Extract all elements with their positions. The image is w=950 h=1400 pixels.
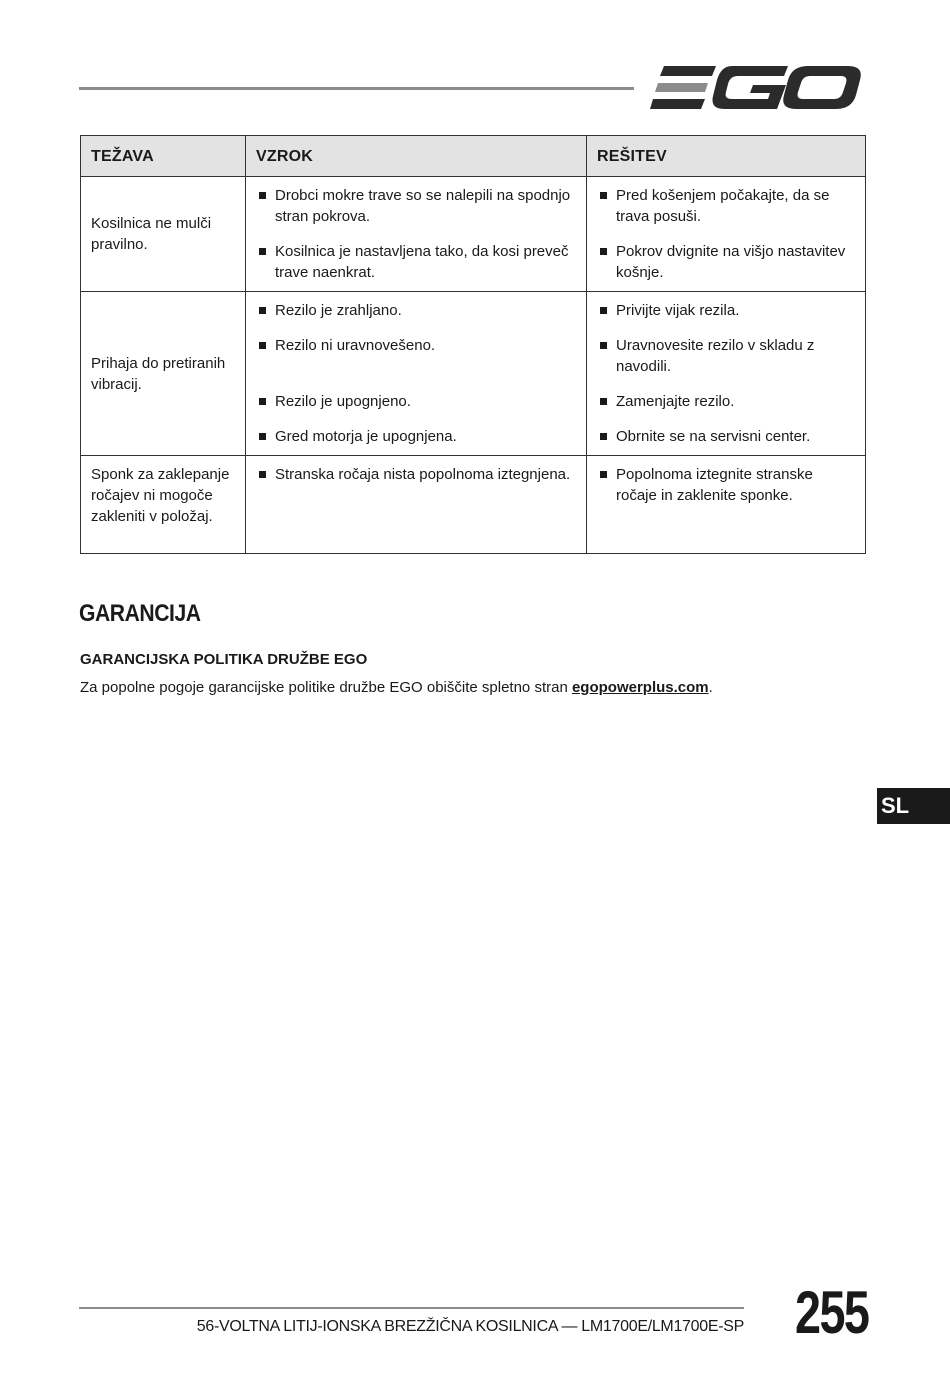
table-row [81,177,866,292]
table-header-row [81,136,866,177]
solution-item: Privijte vijak rezila. [599,300,855,321]
solution-list [587,456,865,514]
solution-list [587,292,865,455]
warranty-text-end: . [708,679,713,696]
footer-rule [79,1307,744,1309]
troubleshooting-table [80,135,866,554]
cause-cell [246,292,587,456]
warranty-text: Za popolne pogoje garancijske politike družbe EGO obiščite spletno stran [80,679,572,696]
warranty-paragraph [80,679,713,696]
footer-title: 56-VOLTNA LITIJ-IONSKA BREZŽIČNA KOSILNICA — LM1700E/LM1700E-SP [196,1318,744,1335]
solution-list [587,177,865,291]
cause-cell [246,177,587,292]
cause-item: Gred motorja je upognjena. [258,426,576,447]
cause-item: Drobci mokre trave so se nalepili na spodnjo stran pokrova. [258,185,576,227]
cause-item: Rezilo je zrahljano. [258,300,576,321]
cause-list [246,177,586,291]
page-number: 255 [795,1279,869,1346]
warranty-link[interactable]: egopowerplus.com [571,679,709,696]
cause-item: Stranska ročaja nista popolnoma iztegnjena. [258,464,576,485]
cause-item: Rezilo je upognjeno. [258,391,576,412]
problem-cell: Kosilnica ne mulči pravilno. [81,177,246,292]
problem-cell: Prihaja do pretiranih vibracij. [81,292,246,456]
solution-item: Popolnoma iztegnite stranske ročaje in zaklenite sponke. [599,464,855,506]
cause-item: Rezilo ni uravnovešeno. [258,335,576,356]
cause-cell [246,456,587,554]
solution-item: Uravnovesite rezilo v skladu z navodili. [599,335,855,377]
ego-logo [650,62,864,114]
column-header-solution: REŠITEV [587,136,866,177]
column-header-problem: TEŽAVA [81,136,246,177]
solution-cell [587,456,866,554]
cause-list [246,456,586,493]
problem-cell: Sponk za zaklepanje ročajev ni mogoče zakleniti v položaj. [81,456,246,554]
warranty-heading: GARANCIJA [79,600,201,627]
table-row [81,456,866,554]
cause-item: Kosilnica je nastavljena tako, da kosi preveč trave naenkrat. [258,241,576,283]
cause-list [246,292,586,455]
solution-item: Zamenjajte rezilo. [599,391,855,412]
table-row [81,292,866,456]
solution-item: Pred košenjem počakajte, da se trava posuši. [599,185,855,227]
solution-cell [587,177,866,292]
warranty-subheading: GARANCIJSKA POLITIKA DRUŽBE EGO [80,651,368,668]
language-tab: SL [877,788,950,824]
solution-item: Pokrov dvignite na višjo nastavitev košnje. [599,241,855,283]
column-header-cause: VZROK [246,136,587,177]
solution-cell [587,292,866,456]
solution-item: Obrnite se na servisni center. [599,426,855,447]
header-rule [79,87,634,90]
